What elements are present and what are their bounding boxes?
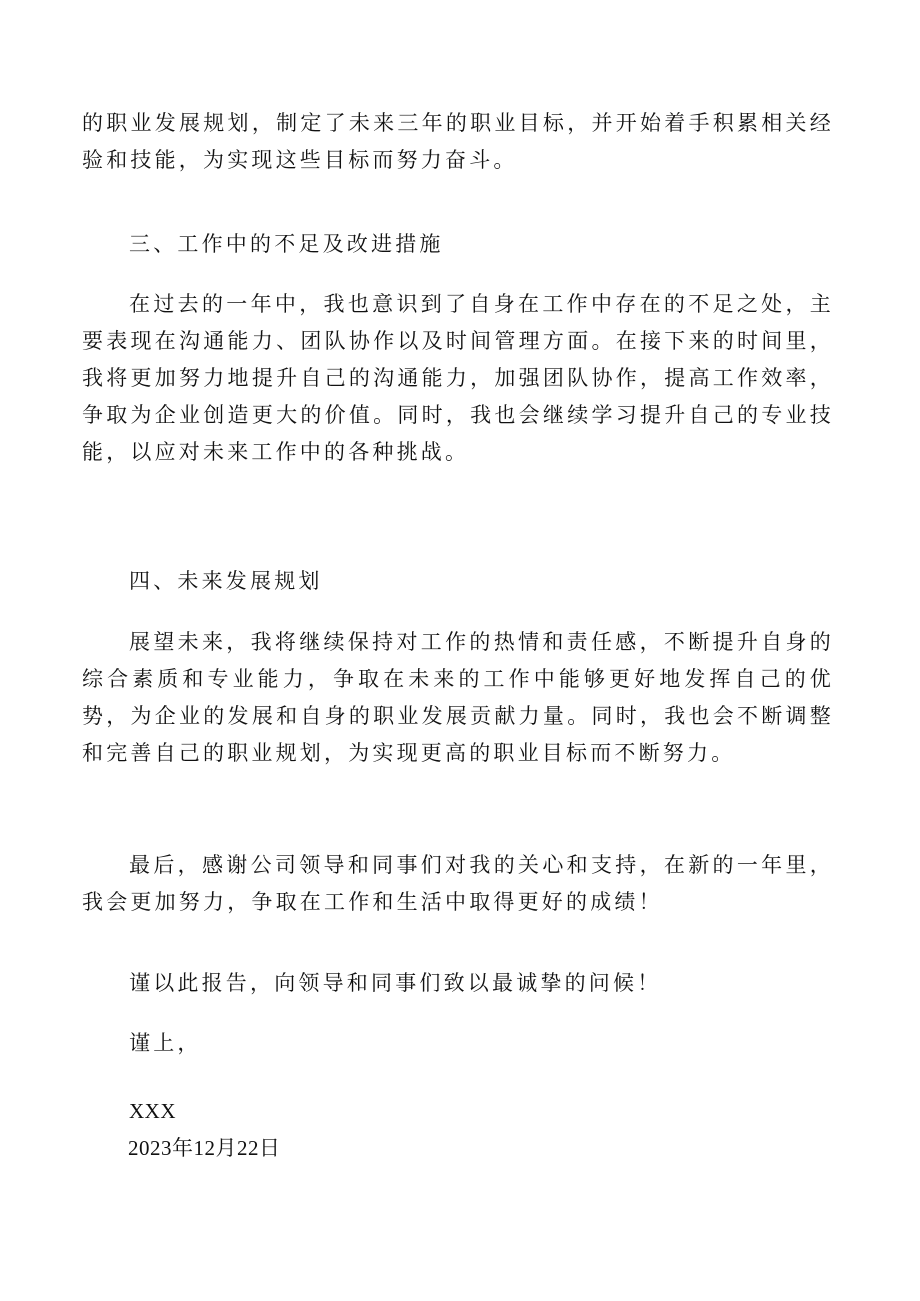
paragraph-thanks: 最后，感谢公司领导和同事们对我的关心和支持，在新的一年里，我会更加努力，争取在工作和生活中取得更好的成绩！ — [82, 853, 834, 914]
section-heading-deficiencies: 三、工作中的不足及改进措施 — [129, 232, 444, 256]
paragraph-future-plan: 展望未来，我将继续保持对工作的热情和责任感，不断提升自身的综合素质和专业能力，争取在未来的工作中能够更好地发挥自己的优势，为企业的发展和自身的职业发展贡献力量。同时，我也会不断调整和完善自己的职业规划，为实现更高的职业目标而不断努力。 — [82, 630, 834, 765]
signature-name: XXX — [129, 1099, 176, 1123]
document-date: 2023年12月22日 — [128, 1136, 281, 1160]
closing-salutation: 谨上， — [129, 1031, 202, 1055]
paragraph-deficiencies: 在过去的一年中，我也意识到了自身在工作中存在的不足之处，主要表现在沟通能力、团队协作以及时间管理方面。在接下来的时间里，我将更加努力地提升自己的沟通能力，加强团队协作，提高工作效率，争取为企业创造更大的价值。同时，我也会继续学习提升自己的专业技能，以应对未来工作中的各种挑战。 — [82, 292, 834, 464]
paragraph-career-plan-continued: 的职业发展规划，制定了未来三年的职业目标，并开始着手积累相关经验和技能，为实现这些目标而努力奋斗。 — [82, 111, 834, 172]
section-heading-future-plan: 四、未来发展规划 — [129, 569, 323, 593]
paragraph-regards: 谨以此报告，向领导和同事们致以最诚挚的问候！ — [129, 971, 662, 995]
